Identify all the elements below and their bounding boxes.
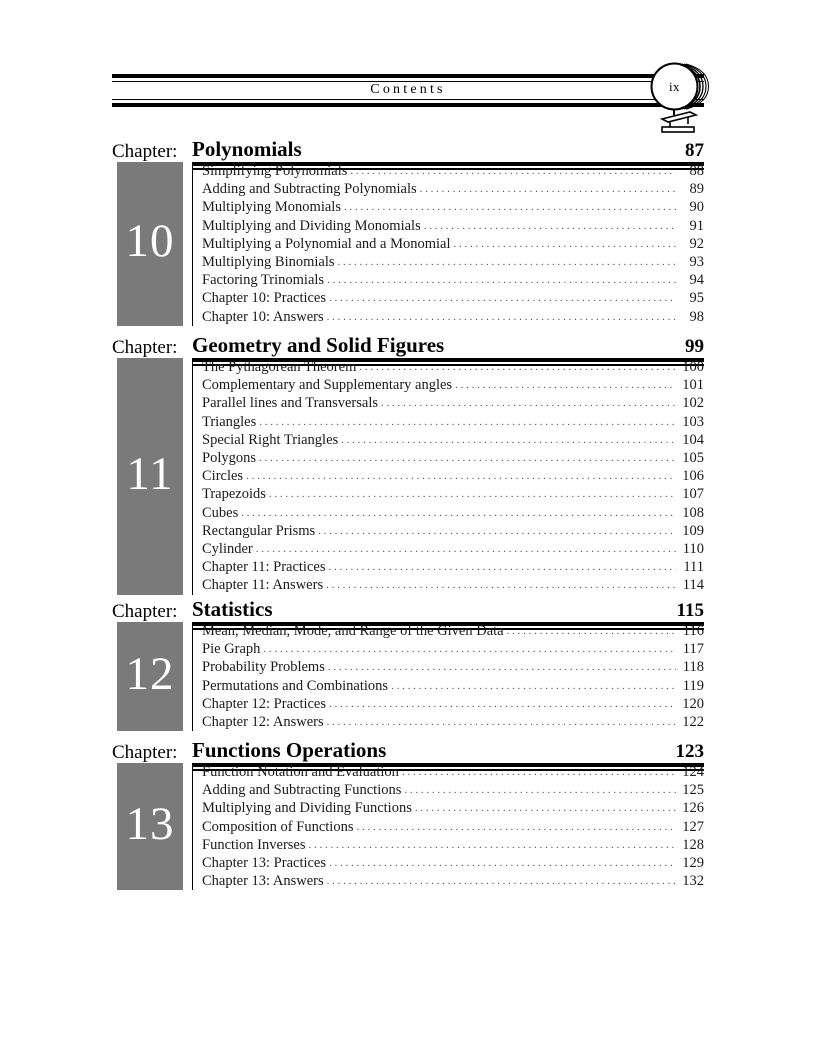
toc-entry[interactable] — [202, 522, 704, 540]
toc-entry[interactable] — [202, 713, 704, 731]
toc-entry-title: Mean, Median, Mode, and Range of the Given Data — [202, 623, 504, 639]
toc-entry-page: 93 — [689, 253, 704, 270]
dot-leader — [327, 310, 676, 324]
toc-entry-title: Cylinder — [202, 540, 253, 557]
toc-entry-page: 116 — [682, 623, 704, 639]
chapter-page-number: 87 — [685, 140, 704, 161]
chapter-heading — [112, 733, 704, 763]
toc-entry[interactable] — [202, 818, 704, 836]
toc-entry[interactable] — [202, 162, 704, 180]
toc-entry-title: Multiplying Binomials — [202, 253, 335, 270]
toc-entry-page: 124 — [682, 764, 704, 780]
toc-entry[interactable] — [202, 504, 704, 522]
dot-leader — [318, 524, 676, 538]
toc-entry[interactable] — [202, 658, 704, 676]
chapter-number-block — [117, 763, 183, 890]
chapter-number: 10 — [125, 215, 175, 268]
chapter-number-block — [117, 162, 183, 326]
toc-entry[interactable] — [202, 677, 704, 695]
globe-icon — [650, 62, 722, 138]
chapter-body — [112, 358, 704, 595]
toc-entry-page: 90 — [689, 199, 704, 216]
dot-leader — [327, 273, 676, 287]
dot-leader — [341, 433, 676, 447]
toc-entry-page: 95 — [689, 290, 704, 307]
toc-entry[interactable] — [202, 781, 704, 799]
toc-entry-page: 118 — [682, 659, 704, 676]
toc-entry[interactable] — [202, 799, 704, 817]
toc-entry-title: Parallel lines and Transversals — [202, 395, 378, 412]
toc-entry[interactable] — [202, 217, 704, 235]
toc-entry-page: 108 — [682, 504, 704, 521]
toc-entry-title: Adding and Subtracting Functions — [202, 782, 402, 799]
toc-entry[interactable] — [202, 394, 704, 412]
dot-leader — [259, 451, 676, 465]
toc-entry-page: 100 — [682, 359, 704, 375]
toc-entry-page: 122 — [682, 713, 704, 730]
chapter-body — [112, 162, 704, 326]
toc-entry-title: Trapezoids — [202, 486, 266, 503]
toc-entry-page: 126 — [682, 800, 704, 817]
toc-entry-page: 128 — [682, 836, 704, 853]
toc-entry[interactable] — [202, 485, 704, 503]
toc-entry-page: 117 — [682, 641, 704, 658]
toc-entry[interactable] — [202, 253, 704, 271]
toc-entry-title: Multiplying and Dividing Monomials — [202, 217, 421, 234]
dot-leader — [329, 856, 676, 870]
chapter-body — [112, 622, 704, 731]
toc-entry-page: 125 — [682, 782, 704, 799]
toc-entry-page: 91 — [689, 217, 704, 234]
toc-entry-page: 106 — [682, 468, 704, 485]
toc-entry-title: Multiplying a Polynomial and a Monomial — [202, 235, 451, 252]
toc-entry-title: Chapter 11: Answers — [202, 577, 324, 594]
entry-list — [192, 622, 704, 731]
dot-leader — [269, 487, 676, 501]
entry-list — [192, 162, 704, 326]
entry-list — [192, 763, 704, 890]
toc-entry-title: Special Right Triangles — [202, 431, 339, 448]
chapter-page-number: 115 — [676, 600, 704, 621]
page-header — [112, 74, 704, 107]
dot-leader — [309, 838, 677, 852]
toc-entry-title: Chapter 10: Practices — [202, 290, 327, 307]
chapter-number: 12 — [125, 648, 175, 701]
dot-leader — [507, 624, 676, 638]
chapter-title[interactable]: Geometry and Solid Figures — [192, 333, 445, 357]
toc-entry-title: Permutations and Combinations — [202, 677, 389, 694]
dot-leader — [350, 164, 676, 178]
toc-entry[interactable] — [202, 540, 704, 558]
chapter-title[interactable]: Statistics — [192, 597, 273, 621]
toc-entry-page: 107 — [682, 486, 704, 503]
toc-entry-title: Probability Problems — [202, 659, 325, 676]
toc-entry[interactable] — [202, 289, 704, 307]
toc-entry[interactable] — [202, 413, 704, 431]
toc-entry-title: Chapter 12: Practices — [202, 695, 327, 712]
chapter-section — [112, 592, 704, 731]
toc-entry-page: 120 — [682, 695, 704, 712]
toc-entry[interactable] — [202, 558, 704, 576]
toc-entry-page: 92 — [689, 235, 704, 252]
toc-entry-page: 94 — [689, 272, 704, 289]
dot-leader — [329, 291, 676, 305]
toc-entry-title: Simplifying Polynomials — [202, 163, 348, 179]
dot-leader — [381, 396, 676, 410]
toc-entry[interactable] — [202, 271, 704, 289]
toc-entry-page: 119 — [682, 677, 704, 694]
page-title: Contents — [370, 82, 446, 97]
toc-entry-page: 111 — [683, 559, 704, 576]
dot-leader — [326, 578, 676, 592]
toc-entry-title: Chapter 13: Practices — [202, 854, 327, 871]
dot-leader — [263, 642, 676, 656]
toc-entry-page: 98 — [689, 308, 704, 325]
dot-leader — [420, 182, 676, 196]
chapter-section — [112, 328, 704, 595]
dot-leader — [415, 801, 676, 815]
toc-entry-title: Multiplying Monomials — [202, 199, 341, 216]
toc-entry[interactable] — [202, 235, 704, 253]
toc-entry-title: Chapter 13: Answers — [202, 873, 324, 890]
chapter-label: Chapter: — [112, 601, 178, 622]
toc-entry-page: 132 — [682, 873, 704, 890]
dot-leader — [328, 560, 676, 574]
toc-entry-title: The Pythagorean Theorem — [202, 359, 357, 375]
toc-entry-page: 104 — [682, 431, 704, 448]
toc-entry-title: Chapter 11: Practices — [202, 559, 326, 576]
chapter-page-number: 99 — [685, 336, 704, 357]
dot-leader — [356, 820, 676, 834]
toc-entry[interactable] — [202, 763, 704, 781]
chapter-section — [112, 733, 704, 890]
dot-leader — [259, 415, 676, 429]
toc-entry-page: 103 — [682, 413, 704, 430]
toc-entry[interactable] — [202, 376, 704, 394]
dot-leader — [455, 378, 676, 392]
toc-entry[interactable] — [202, 622, 704, 640]
dot-leader — [327, 715, 676, 729]
chapter-heading — [112, 132, 704, 162]
toc-entry-title: Triangles — [202, 413, 257, 430]
toc-entry[interactable] — [202, 431, 704, 449]
toc-entry-page: 101 — [682, 377, 704, 394]
toc-entry[interactable] — [202, 467, 704, 485]
toc-entry-title: Factoring Trinomials — [202, 272, 325, 289]
toc-entry-page: 114 — [682, 577, 704, 594]
dot-leader — [391, 679, 676, 693]
header-rule-bottom-thick — [112, 103, 704, 107]
chapter-label: Chapter: — [112, 141, 178, 162]
toc-entry-title: Circles — [202, 468, 244, 485]
toc-entry-title: Function Inverses — [202, 836, 306, 853]
dot-leader — [246, 469, 676, 483]
chapter-number: 11 — [126, 447, 174, 500]
toc-entry[interactable] — [202, 854, 704, 872]
toc-entry-title: Composition of Functions — [202, 818, 354, 835]
toc-entry-title: Adding and Subtracting Polynomials — [202, 181, 417, 198]
toc-entry-title: Complementary and Supplementary angles — [202, 377, 453, 394]
toc-entry-page: 129 — [682, 854, 704, 871]
chapter-title[interactable]: Polynomials — [192, 137, 302, 161]
dot-leader — [402, 765, 676, 779]
chapter-body — [112, 763, 704, 890]
toc-entry-title: Cubes — [202, 504, 239, 521]
toc-entry[interactable] — [202, 198, 704, 216]
toc-entry[interactable] — [202, 836, 704, 854]
dot-leader — [328, 660, 676, 674]
toc-entry[interactable] — [202, 180, 704, 198]
chapter-title[interactable]: Functions Operations — [192, 738, 387, 762]
chapter-heading — [112, 328, 704, 358]
toc-entry-title: Rectangular Prisms — [202, 522, 316, 539]
chapter-heading — [112, 592, 704, 622]
toc-entry-page: 102 — [682, 395, 704, 412]
dot-leader — [338, 255, 676, 269]
dot-leader — [329, 697, 676, 711]
dot-leader — [241, 506, 676, 520]
toc-entry[interactable] — [202, 640, 704, 658]
chapter-label: Chapter: — [112, 742, 178, 763]
dot-leader — [327, 874, 676, 888]
toc-entry-title: Pie Graph — [202, 641, 261, 658]
toc-entry-page: 127 — [682, 818, 704, 835]
toc-entry[interactable] — [202, 872, 704, 890]
toc-entry-page: 88 — [689, 163, 704, 179]
toc-entry[interactable] — [202, 449, 704, 467]
toc-entry-page: 109 — [682, 522, 704, 539]
dot-leader — [424, 219, 676, 233]
dot-leader — [256, 542, 676, 556]
chapter-number: 13 — [125, 798, 175, 851]
chapter-number-block — [117, 622, 183, 731]
folio-number: ix — [668, 78, 681, 94]
toc-entry-title: Function Notation and Evaluation — [202, 764, 399, 780]
toc-entry-page: 89 — [689, 181, 704, 198]
chapter-section — [112, 132, 704, 326]
chapter-number-block — [117, 358, 183, 595]
dot-leader — [344, 200, 676, 214]
toc-entry-page: 110 — [682, 540, 704, 557]
dot-leader — [359, 360, 676, 374]
toc-entry[interactable] — [202, 358, 704, 376]
toc-entry-title: Chapter 10: Answers — [202, 308, 324, 325]
toc-entry-page: 105 — [682, 449, 704, 466]
toc-entry-title: Polygons — [202, 449, 256, 466]
toc-entry-title: Chapter 12: Answers — [202, 713, 324, 730]
toc-entry[interactable] — [202, 695, 704, 713]
toc-entry-title: Multiplying and Dividing Functions — [202, 800, 412, 817]
chapter-page-number: 123 — [675, 741, 704, 762]
entry-list — [192, 358, 704, 595]
dot-leader — [404, 783, 676, 797]
dot-leader — [454, 237, 677, 251]
chapter-label: Chapter: — [112, 337, 178, 358]
toc-entry[interactable] — [202, 308, 704, 326]
